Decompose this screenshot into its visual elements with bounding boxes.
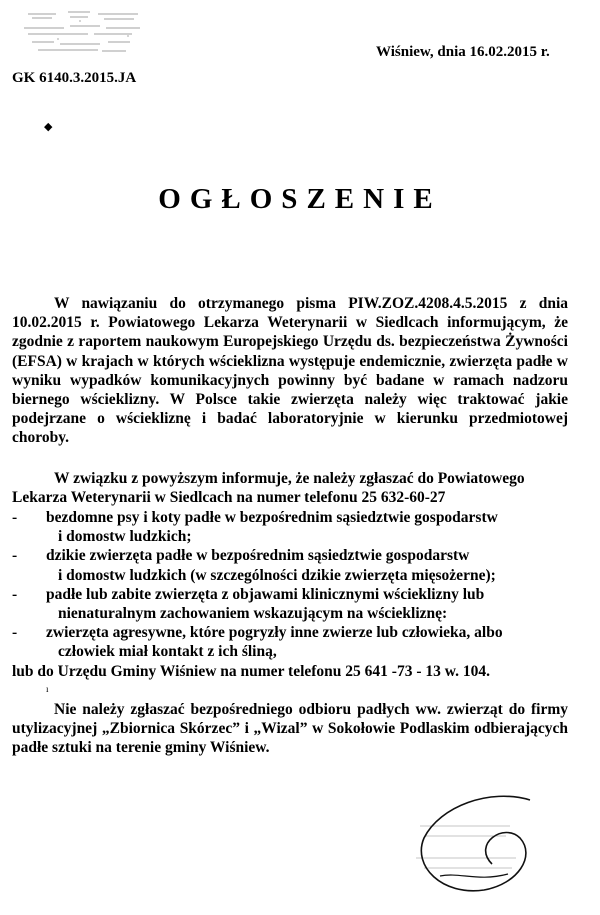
list-item-line1: padłe lub zabite zwierzęta z objawami klinicznymi wścieklizny lub: [46, 585, 485, 603]
animal-list: [12, 508, 568, 662]
list-item-line2: człowiek miał kontakt z ich śliną,: [58, 643, 277, 661]
list-item-line2: nienaturalnym zachowaniem wskazującym na wściekliznę:: [58, 605, 448, 623]
paragraph-reporting-line2: Lekarza Weterynarii w Siedlcach na numer telefonu 25 632-60-27: [12, 489, 446, 507]
paragraph-reporting: [12, 469, 568, 507]
list-item: [12, 508, 568, 546]
paragraph-intro: W nawiązaniu do otrzymanego pisma PIW.ZOZ.4208.4.5.2015 z dnia 10.02.2015 r. Powiatowego Lekarza Weterynarii w Siedlcach informującym, że zgodnie z raportem naukowym Europejskiego Urzędu ds. bezpieczeństwa Żywności (EFSA) w krajach w których wścieklizna występuje endemicznie, zwierzęta padłe w wyniku wypadków komunikacyjnych powinny być badane w ramach nadzoru biernego wścieklizny. W Polsce takie zwierzęta należy więc traktować jakie podejrzane o wściekliznę i badać laboratoryjnie w kierunku przedmiotowej choroby.: [12, 295, 568, 447]
scan-mark: ı: [46, 684, 49, 694]
reference-number: GK 6140.3.2015.JA: [12, 70, 137, 86]
paragraph-reporting-line1: W związku z powyższym informuje, że należy zgłaszać do Powiatowego: [54, 470, 525, 487]
list-item-line1: dzikie zwierzęta padłe w bezpośrednim sąsiedztwie gospodarstw: [46, 547, 470, 565]
list-dash: -: [12, 585, 18, 603]
list-item-line1: zwierzęta agresywne, które pogryzły inne zwierze lub człowieka, albo: [46, 624, 503, 642]
date-line: Wiśniew, dnia 16.02.2015 r.: [376, 44, 550, 60]
list-item-line2: i domostw ludzkich (w szczególności dzikie zwierzęta mięsożerne);: [58, 566, 496, 584]
signature: [380, 786, 560, 906]
page-title: OGŁOSZENIE: [158, 183, 442, 215]
list-item: [12, 623, 568, 661]
list-dash: -: [12, 624, 18, 642]
official-stamp: [18, 6, 168, 58]
paragraph-disposal: Nie należy zgłaszać bezpośredniego odbioru padłych ww. zwierząt do firmy utylizacyjnej „Zbiornica Skórzec” i „Wizal” w Sokołowie Podlaskim odbierających padłe sztuki na terenie gminy Wiśniew.: [12, 701, 568, 757]
list-item-line1: bezdomne psy i koty padłe w bezpośrednim sąsiedztwie gospodarstw: [46, 509, 498, 526]
list-item-line2: i domostw ludzkich;: [58, 528, 192, 546]
diamond-icon: ◆: [44, 121, 53, 133]
list-dash: -: [12, 547, 18, 565]
closing-line: lub do Urzędu Gminy Wiśniew na numer telefonu 25 641 -73 - 13 w. 104.: [12, 663, 490, 680]
list-item: [12, 546, 568, 584]
list-item: [12, 585, 568, 623]
list-dash: -: [12, 509, 18, 526]
